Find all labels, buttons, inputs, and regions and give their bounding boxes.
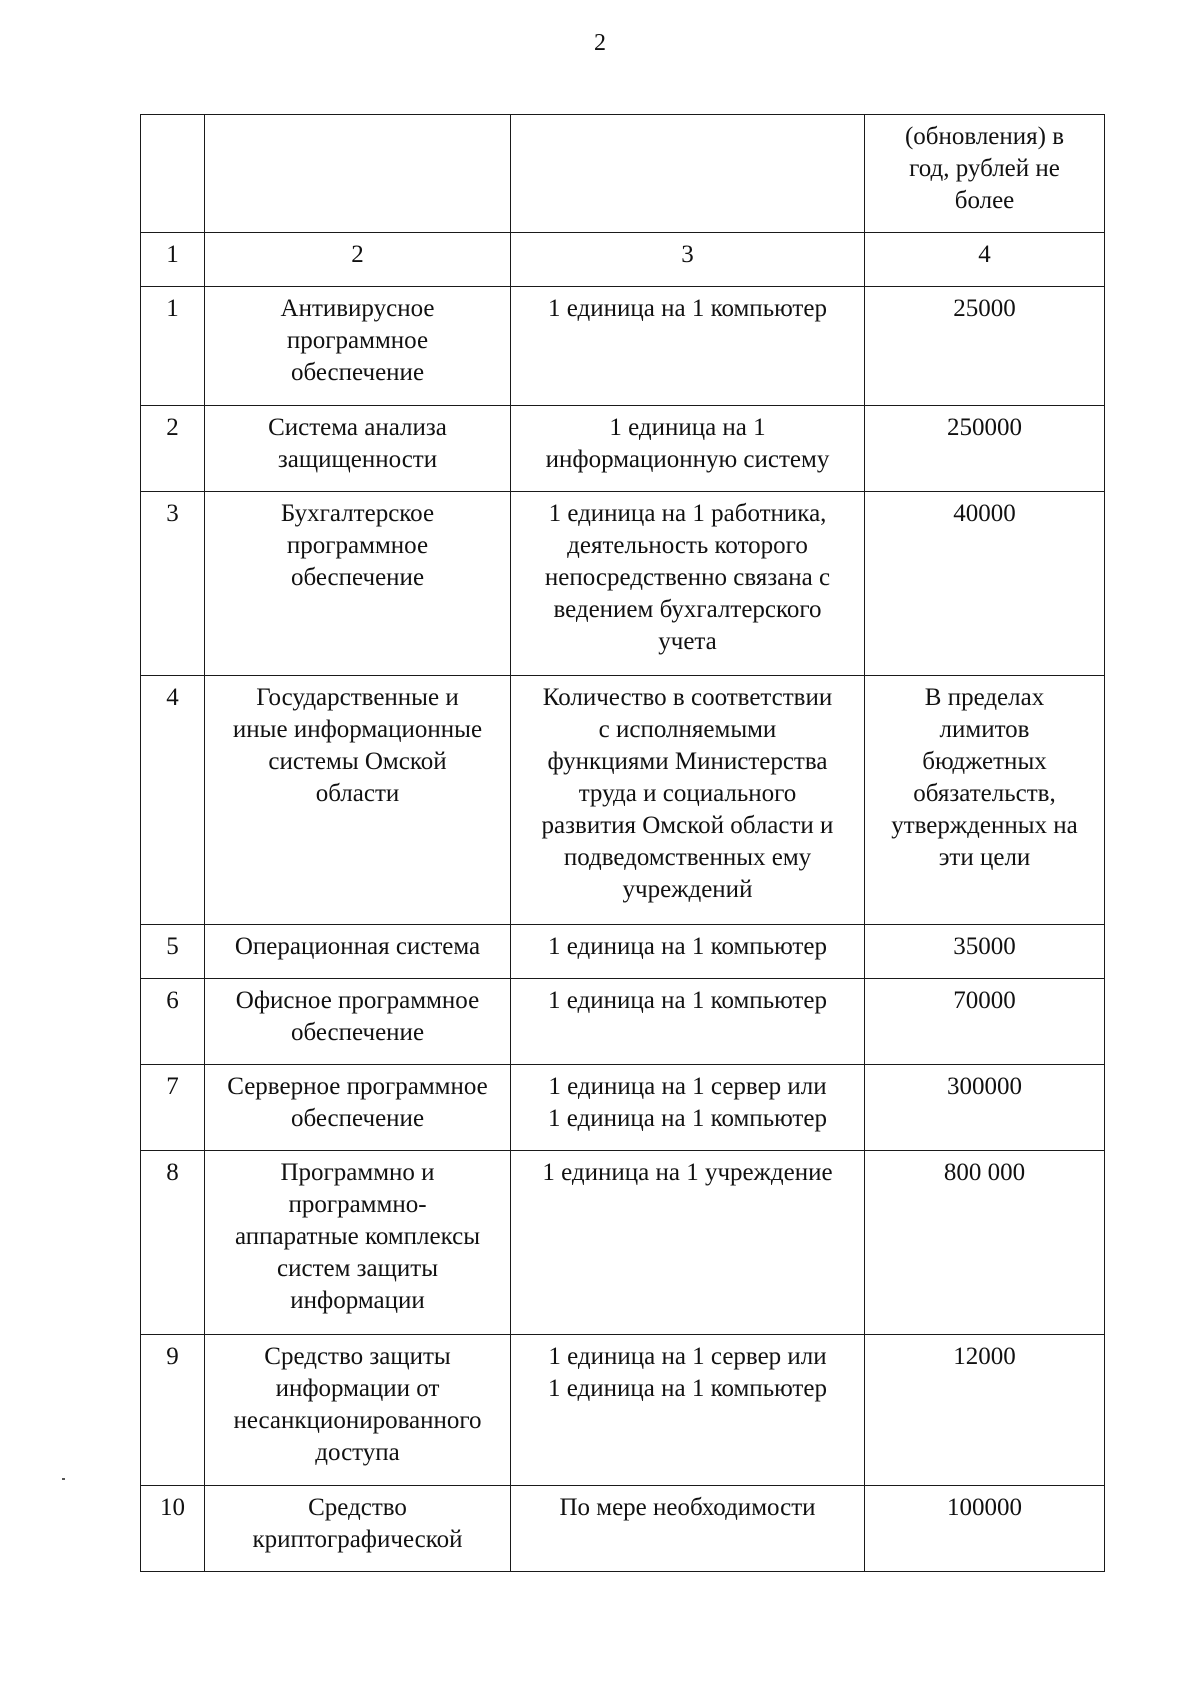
scan-speck — [62, 1478, 65, 1480]
software-name: Бухгалтерское программное обеспечение — [205, 492, 511, 676]
software-price: В пределах лимитов бюджетных обязательств, утвержденных на эти цели — [865, 676, 1105, 925]
software-quantity: 1 единица на 1 сервер или 1 единица на 1 компьютер — [511, 1065, 865, 1151]
row-number: 3 — [141, 492, 205, 676]
software-price: 100000 — [865, 1486, 1105, 1572]
table-row — [141, 492, 1105, 676]
software-price: 300000 — [865, 1065, 1105, 1151]
software-quantity: 1 единица на 1 сервер или 1 единица на 1 компьютер — [511, 1335, 865, 1486]
software-norms-table — [140, 114, 1105, 1572]
software-price: 35000 — [865, 925, 1105, 979]
column-number-2: 2 — [205, 233, 511, 287]
table-row — [141, 287, 1105, 406]
header-cell-price: (обновления) в год, рублей не более — [865, 115, 1105, 233]
column-number-3: 3 — [511, 233, 865, 287]
row-number: 6 — [141, 979, 205, 1065]
software-name: Операционная система — [205, 925, 511, 979]
software-quantity: По мере необходимости — [511, 1486, 865, 1572]
row-number: 5 — [141, 925, 205, 979]
row-number: 10 — [141, 1486, 205, 1572]
row-number: 8 — [141, 1151, 205, 1335]
table-row — [141, 979, 1105, 1065]
software-name: Система анализа защищенности — [205, 406, 511, 492]
table-row — [141, 676, 1105, 925]
column-numbers-row — [141, 233, 1105, 287]
row-number: 9 — [141, 1335, 205, 1486]
page-number: 2 — [594, 30, 606, 56]
software-name: Серверное программное обеспечение — [205, 1065, 511, 1151]
header-cell-quantity — [511, 115, 865, 233]
software-price: 250000 — [865, 406, 1105, 492]
software-quantity: 1 единица на 1 компьютер — [511, 287, 865, 406]
table-row — [141, 1335, 1105, 1486]
header-cell-num — [141, 115, 205, 233]
table-row — [141, 1486, 1105, 1572]
software-quantity: 1 единица на 1 работника, деятельность которого непосредственно связана с ведением бухгалтерского учета — [511, 492, 865, 676]
table-row — [141, 1151, 1105, 1335]
software-name: Средство защиты информации от несанкционированного доступа — [205, 1335, 511, 1486]
header-cell-name — [205, 115, 511, 233]
software-name: Государственные и иные информационные системы Омской области — [205, 676, 511, 925]
table-row — [141, 925, 1105, 979]
row-number: 1 — [141, 287, 205, 406]
continuation-header-row — [141, 115, 1105, 233]
software-price: 12000 — [865, 1335, 1105, 1486]
software-name: Средство криптографической — [205, 1486, 511, 1572]
software-quantity: 1 единица на 1 учреждение — [511, 1151, 865, 1335]
column-number-1: 1 — [141, 233, 205, 287]
software-price: 25000 — [865, 287, 1105, 406]
software-price: 40000 — [865, 492, 1105, 676]
row-number: 4 — [141, 676, 205, 925]
software-quantity: Количество в соответствии с исполняемыми функциями Министерства труда и социального развития Омской области и подведомственных ему учреждений — [511, 676, 865, 925]
software-quantity: 1 единица на 1 компьютер — [511, 979, 865, 1065]
row-number: 7 — [141, 1065, 205, 1151]
software-price: 800 000 — [865, 1151, 1105, 1335]
row-number: 2 — [141, 406, 205, 492]
table-row — [141, 1065, 1105, 1151]
software-quantity: 1 единица на 1 компьютер — [511, 925, 865, 979]
software-quantity: 1 единица на 1 информационную систему — [511, 406, 865, 492]
table-row — [141, 406, 1105, 492]
software-name: Программно и программно- аппаратные комплексы систем защиты информации — [205, 1151, 511, 1335]
column-number-4: 4 — [865, 233, 1105, 287]
software-name: Офисное программное обеспечение — [205, 979, 511, 1065]
software-price: 70000 — [865, 979, 1105, 1065]
software-name: Антивирусное программное обеспечение — [205, 287, 511, 406]
